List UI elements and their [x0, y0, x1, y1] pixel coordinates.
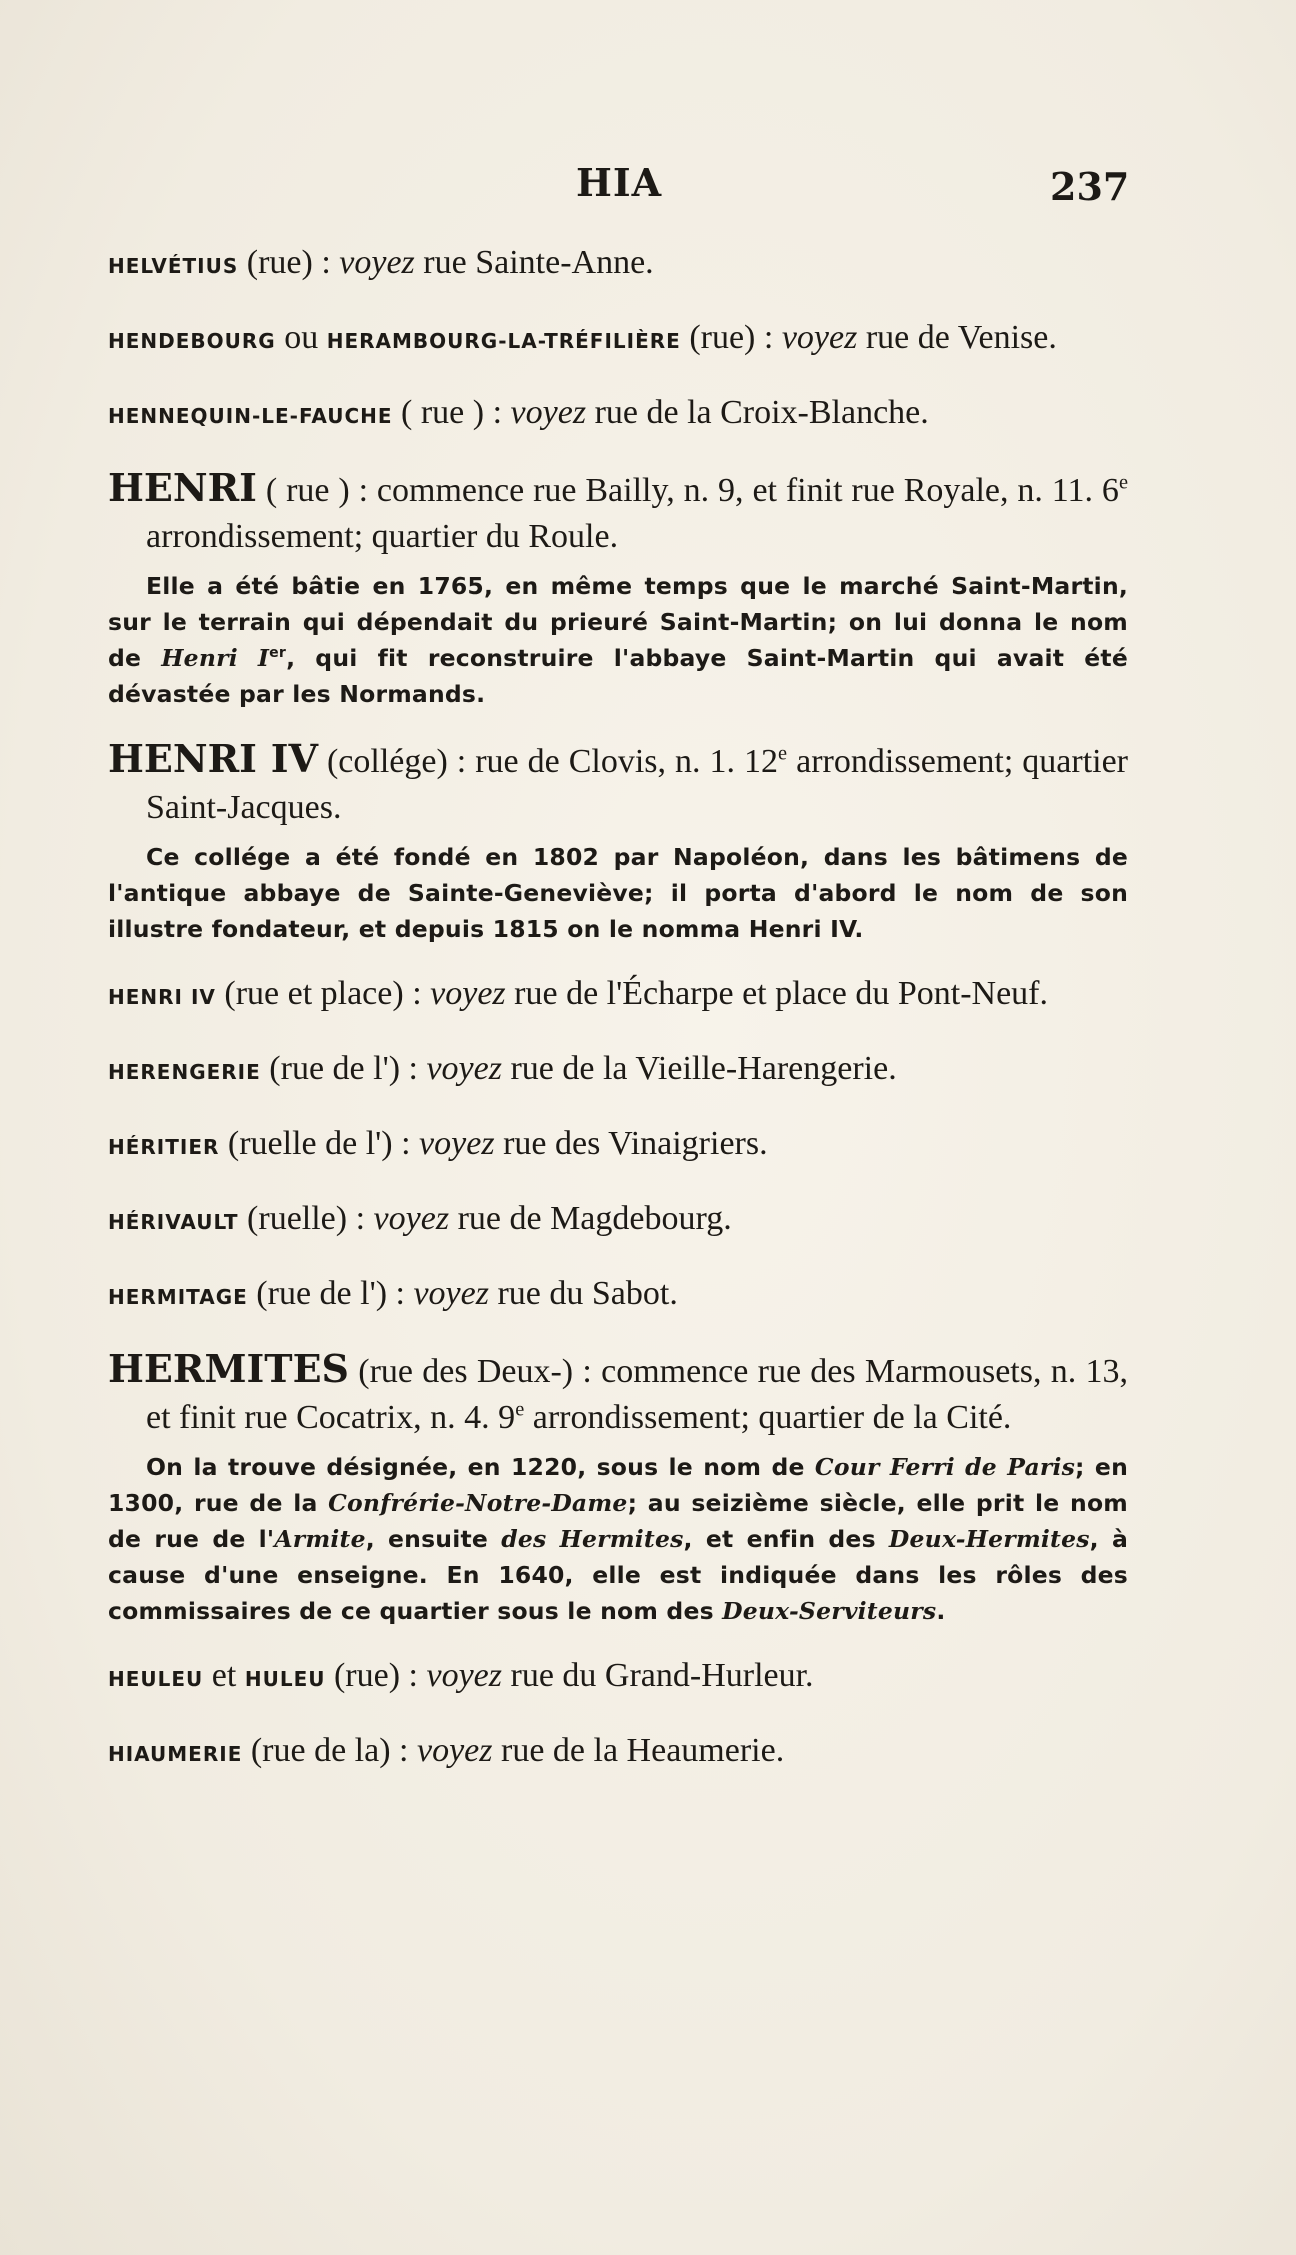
headword: HENNEQUIN-LE-FAUCHE [108, 404, 393, 428]
entry-rest: rue de la Vieille-Harengerie. [501, 1050, 897, 1087]
page-number: 237 [1050, 164, 1130, 209]
entry-italic: voyez [339, 244, 415, 281]
entry-rest: rue de la Croix-Blanche. [586, 394, 929, 431]
entry-text: (ruelle) : [238, 1200, 374, 1237]
entry-hennequin [108, 390, 1128, 439]
entry-italic: voyez [419, 1125, 495, 1162]
entry-hermitage [108, 1271, 1128, 1320]
entry-rest: rue de l'Écharpe et place du Pont-Neuf. [505, 975, 1048, 1012]
entry-hiaumerie [108, 1728, 1128, 1777]
entry-herivault [108, 1196, 1128, 1245]
entry-text: ( rue ) : commence rue Bailly, n. 9, et finit rue Royale, n. 11. 6 [256, 472, 1119, 509]
entry-rest: rue des Vinaigriers. [494, 1125, 768, 1162]
entry-italic: voyez [510, 394, 587, 431]
entry-text: (ruelle de l') : [219, 1125, 420, 1162]
headword: HENDEBOURG [108, 329, 276, 353]
entry-rest: rue de Magdebourg. [449, 1200, 732, 1237]
entry-heritier [108, 1121, 1128, 1170]
entry-sup: e [515, 1398, 525, 1421]
entry-hendebourg [108, 315, 1128, 364]
entry-rest: rue de la Heaumerie. [492, 1732, 785, 1769]
entry-rest: arrondissement; quartier de la Cité. [524, 1399, 1012, 1436]
entry-rest: arrondissement; quartier du Roule. [146, 518, 619, 555]
entry-italic: voyez [373, 1200, 450, 1237]
headword: HELVÉTIUS [108, 254, 239, 278]
headword: HENRI IV [108, 985, 216, 1009]
entry-henri-iv-college [108, 736, 1128, 831]
page-header [0, 160, 1296, 220]
entry-text: (rue et place) : [215, 975, 431, 1012]
entry-note: Ce collége a été fondé en 1802 par Napoléon, dans les bâtimens de l'antique abbaye de Sainte-Geneviève; il porta d'abord le nom de son illustre fondateur, et depuis 1815 on le nomma Henri IV. [108, 843, 1128, 943]
entry-text: (rue de l') : [247, 1275, 414, 1312]
entry-rest: rue Sainte-Anne. [414, 244, 654, 281]
entry-note: Elle a été bâtie en 1765, en même temps que le marché Saint-Martin, sur le terrain qui dépendait du prieuré Saint-Martin; on lui donna le nom de Henri Ier, qui fit reconstruire l'abbaye Saint-Martin qui avait été dévastée par les Normands. [108, 572, 1129, 708]
dictionary-entries [108, 240, 1128, 1803]
headword-alt: HULEU [244, 1667, 326, 1691]
entry-text: (rue de l') : [260, 1050, 427, 1087]
entry-heuleu [108, 1653, 1128, 1702]
entry-italic: voyez [426, 1050, 502, 1087]
entry-rest: rue du Sabot. [488, 1275, 678, 1312]
entry-text: (rue) : [238, 244, 340, 281]
headword: HIAUMERIE [108, 1742, 243, 1766]
headword: HERMITES [108, 1346, 349, 1391]
headword: HEULEU [108, 1667, 204, 1691]
entry-hermites [108, 1346, 1128, 1441]
headword: HENRI IV [108, 736, 318, 781]
entry-rest: arrondissement; quartier Saint-Jacques. [146, 743, 1128, 826]
entry-note: On la trouve désignée, en 1220, sous le nom de Cour Ferri de Paris; en 1300, rue de la Confrérie-Notre-Dame; au seizième siècle, elle prit le nom de rue de l'Armite, ensuite des Hermites, et enfin des Deux-Hermites, à cause d'une enseigne. En 1640, elle est indiquée dans les rôles des commissaires de ce quartier sous le nom des Deux-Serviteurs. [108, 1453, 1129, 1625]
entry-henri-iv-rue [108, 971, 1128, 1020]
running-head: HIA [576, 160, 663, 205]
entry-helvetius [108, 240, 1128, 289]
headword-alt: HERAMBOURG-LA-TRÉFILIÈRE [326, 329, 681, 353]
entry-italic: voyez [426, 1657, 502, 1694]
entry-text: ( rue ) : [392, 394, 511, 431]
entry-italic: voyez [413, 1275, 489, 1312]
entry-conj: ou [275, 319, 327, 356]
entry-henri [108, 465, 1128, 560]
entry-italic: voyez [430, 975, 506, 1012]
entry-rest: rue de Venise. [857, 319, 1057, 356]
headword: HÉRITIER [108, 1135, 220, 1159]
entry-sup: e [778, 742, 788, 765]
entry-text: (rue) : [325, 1657, 427, 1694]
headword: HÉRIVAULT [108, 1210, 239, 1234]
headword: HENRI [108, 465, 257, 510]
entry-italic: voyez [781, 319, 858, 356]
entry-text: (rue de la) : [242, 1732, 417, 1769]
entry-italic: voyez [417, 1732, 493, 1769]
entry-sup: e [1118, 471, 1128, 494]
entry-conj: et [203, 1657, 245, 1694]
entry-text: (collége) : rue de Clovis, n. 1. 12 [317, 743, 779, 780]
entry-herengerie [108, 1046, 1128, 1095]
entry-text: (rue des Deux-) : commence rue des Marmousets, n. 13, et finit rue Cocatrix, n. 4. 9 [146, 1353, 1128, 1436]
entry-text: (rue) : [680, 319, 782, 356]
headword: HERENGERIE [108, 1060, 261, 1084]
headword: HERMITAGE [108, 1285, 248, 1309]
entry-rest: rue du Grand-Hurleur. [502, 1657, 814, 1694]
